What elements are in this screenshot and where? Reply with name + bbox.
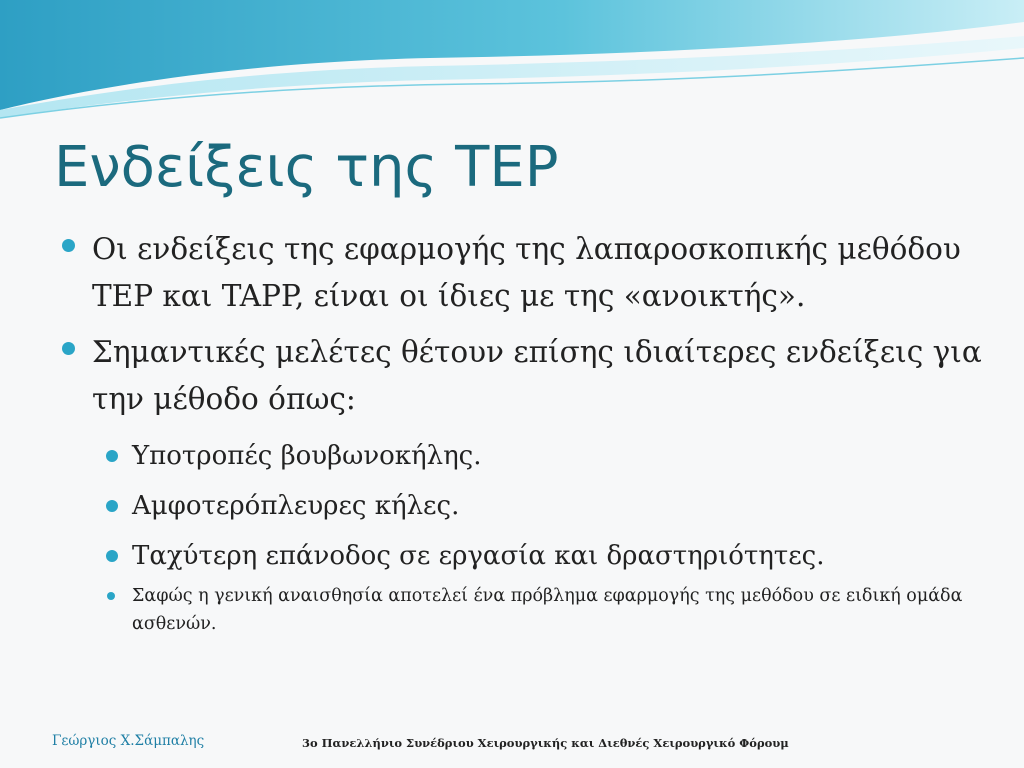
slide-content — [62, 226, 982, 638]
bullet-item — [62, 329, 982, 423]
subbullet-text: Υποτροπές βουβωνοκήλης. — [132, 441, 482, 471]
note-text: Σαφώς η γενική αναισθησία αποτελεί ένα πρόβλημα εφαρμογής της μεθόδου σε ειδική ομάδα ασθενών. — [132, 586, 963, 634]
bullet-dot-icon — [62, 342, 75, 355]
subbullet-item — [62, 532, 982, 580]
bullet-dot-icon — [106, 500, 118, 512]
slide-title: Ενδείξεις της TEP — [54, 135, 559, 200]
note-item — [62, 582, 982, 638]
bullet-text: Σημαντικές μελέτες θέτουν επίσης ιδιαίτερες ενδείξεις για την μέθοδο όπως: — [92, 335, 982, 416]
bullet-dot-icon — [62, 239, 75, 252]
subbullet-text: Ταχύτερη επάνοδος σε εργασία και δραστηριότητες. — [132, 541, 825, 571]
subbullet-item — [62, 482, 982, 530]
bullet-item — [62, 226, 982, 320]
bullet-text: Οι ενδείξεις της εφαρμογής της λαπαροσκοπικής μεθόδου TEP και TAPP, είναι οι ίδιες με της «ανοικτής». — [92, 232, 961, 313]
footer-author: Γεώργιος Χ.Σάμπαλης — [52, 733, 205, 749]
header-wave-decoration — [0, 0, 1024, 130]
footer-event: 3ο Πανελλήνιο Συνέδριου Χειρουργικής και Διεθνές Χειρουργικό Φόρουμ — [302, 736, 789, 750]
subbullet-text: Αμφοτερόπλευρες κήλες. — [132, 491, 460, 521]
bullet-dot-icon — [106, 450, 118, 462]
bullet-dot-icon — [107, 592, 115, 600]
bullet-dot-icon — [106, 550, 118, 562]
subbullet-item — [62, 432, 982, 480]
